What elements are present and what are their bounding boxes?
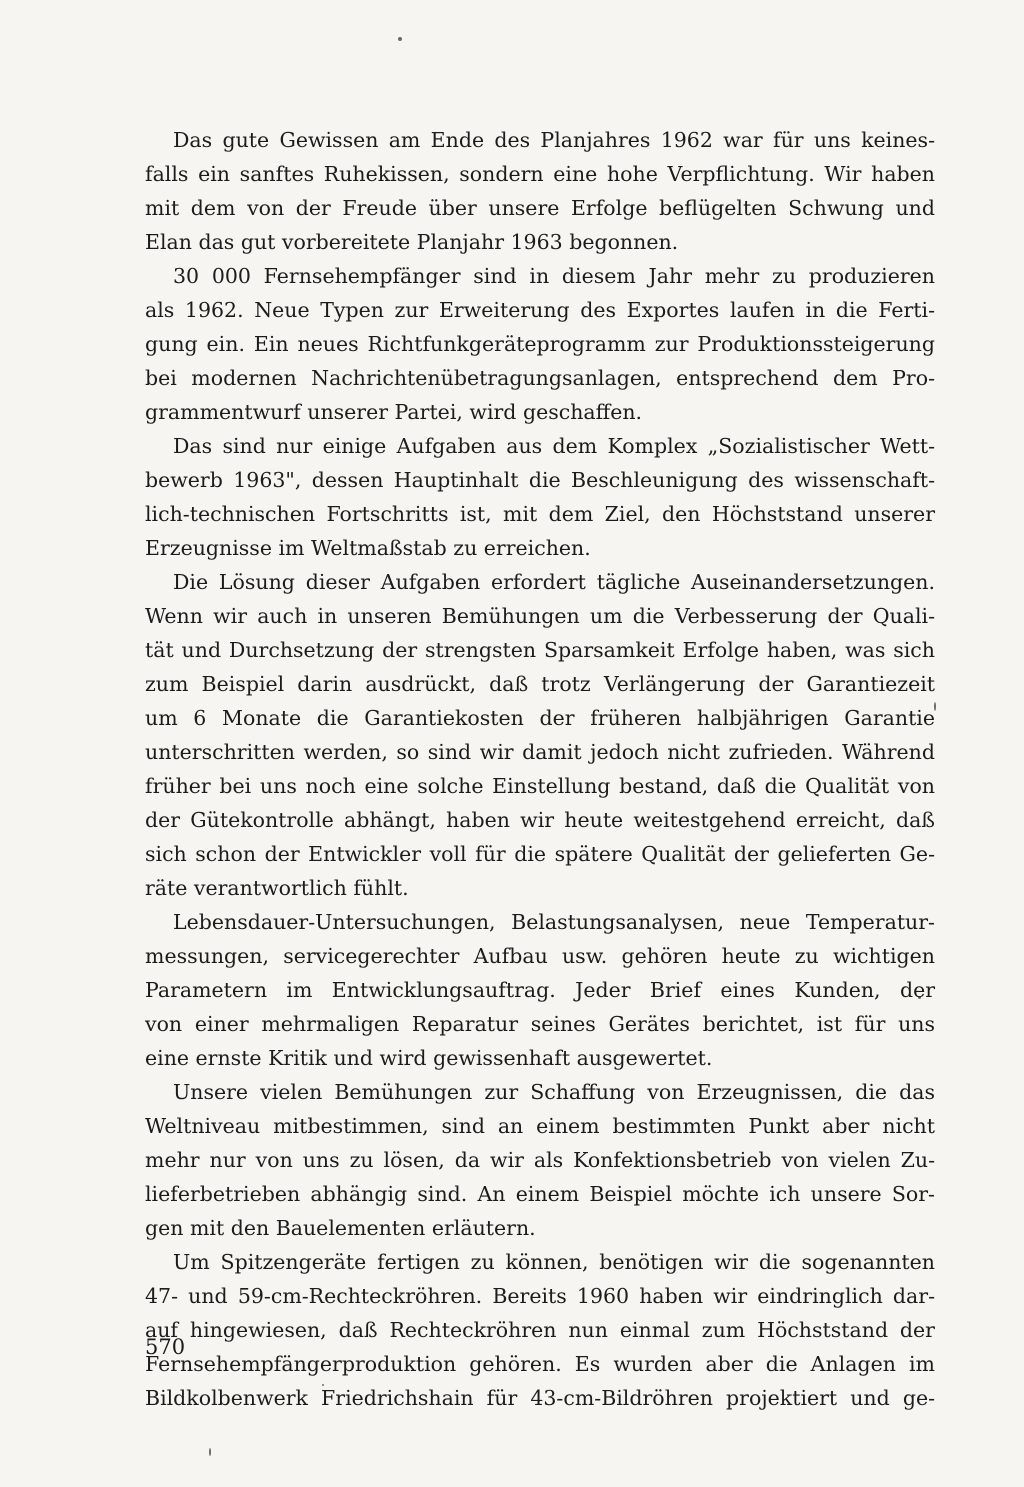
paragraph-1 [145, 123, 935, 259]
paragraph-5 [145, 905, 935, 1075]
text-line: Wenn wir auch in unseren Bemühungen um die Verbesserung der Quali- [145, 604, 935, 628]
text-line: Die Lösung dieser Aufgaben erfordert tägliche Auseinandersetzungen. [173, 570, 935, 594]
text-line: Das sind nur einige Aufgaben aus dem Komplex „Sozialistischer Wett- [173, 434, 935, 458]
text-line: Das gute Gewissen am Ende des Planjahres 1962 war für uns keines- [173, 128, 935, 152]
print-speck [398, 37, 402, 41]
text-line: tät und Durchsetzung der strengsten Sparsamkeit Erfolge haben, was sich [145, 638, 935, 662]
text-line: der Gütekontrolle abhängt, haben wir heute weitestgehend erreicht, daß [145, 808, 935, 832]
text-line: 30 000 Fernsehempfänger sind in diesem Jahr mehr zu produzieren [173, 264, 935, 288]
text-line: Um Spitzengeräte fertigen zu können, benötigen wir die sogenannten [173, 1250, 935, 1274]
text-line: von einer mehrmaligen Reparatur seines Gerätes berichtet, ist für uns [145, 1012, 935, 1036]
paragraph-7 [145, 1245, 935, 1415]
body-text [145, 123, 935, 1415]
text-line: bewerb 1963", dessen Hauptinhalt die Beschleunigung des wissenschaft- [145, 468, 935, 492]
text-line: mit dem von der Freude über unsere Erfolge beflügelten Schwung und [145, 196, 935, 220]
text-line: Bildkolbenwerk Friedrichshain für 43-cm-Bildröhren projektiert und ge- [145, 1386, 935, 1410]
text-line: früher bei uns noch eine solche Einstellung bestand, daß die Qualität von [145, 774, 935, 798]
text-line: mehr nur von uns zu lösen, da wir als Konfektionsbetrieb von vielen Zu- [145, 1148, 935, 1172]
text-line: Elan das gut vorbereitete Planjahr 1963 begonnen. [145, 230, 679, 254]
text-line: auf hingewiesen, daß Rechteckröhren nun einmal zum Höchststand der [145, 1318, 935, 1342]
text-line: gen mit den Bauelementen erläutern. [145, 1216, 536, 1240]
text-line: messungen, servicegerechter Aufbau usw. gehören heute zu wichtigen [145, 944, 935, 968]
text-line: zum Beispiel darin ausdrückt, daß trotz Verlängerung der Garantiezeit [145, 672, 935, 696]
text-line: lieferbetrieben abhängig sind. An einem Beispiel möchte ich unsere Sor- [145, 1182, 935, 1206]
paragraph-6 [145, 1075, 935, 1245]
text-line: sich schon der Entwickler voll für die spätere Qualität der gelieferten Ge- [145, 842, 935, 866]
text-line: Weltniveau mitbestimmen, sind an einem bestimmten Punkt aber nicht [145, 1114, 935, 1138]
text-line: lich-technischen Fortschritts ist, mit dem Ziel, den Höchststand unserer [145, 502, 935, 526]
text-line: 47- und 59-cm-Rechteckröhren. Bereits 1960 haben wir eindringlich dar- [145, 1284, 935, 1308]
text-line: Fernsehempfängerproduktion gehören. Es wurden aber die Anlagen im [145, 1352, 935, 1376]
text-line: bei modernen Nachrichtenübetragungsanlagen, entsprechend dem Pro- [145, 366, 935, 390]
text-line: unterschritten werden, so sind wir damit jedoch nicht zufrieden. Während [145, 740, 935, 764]
text-line: gung ein. Ein neues Richtfunkgeräteprogramm zur Produktionssteigerung [145, 332, 935, 356]
text-line: Parametern im Entwicklungsauftrag. Jeder Brief eines Kunden, der [145, 978, 935, 1002]
text-line: um 6 Monate die Garantiekosten der früheren halbjährigen Garantie [145, 706, 935, 730]
text-line: Erzeugnisse im Weltmaßstab zu erreichen. [145, 536, 591, 560]
text-line: falls ein sanftes Ruhekissen, sondern eine hohe Verpflichtung. Wir haben [145, 162, 935, 186]
text-line: als 1962. Neue Typen zur Erweiterung des Exportes laufen in die Ferti- [145, 298, 935, 322]
text-line: eine ernste Kritik und wird gewissenhaft ausgewertet. [145, 1046, 713, 1070]
paragraph-3 [145, 429, 935, 565]
print-speck [209, 1448, 211, 1456]
text-line: Lebensdauer-Untersuchungen, Belastungsanalysen, neue Temperatur- [173, 910, 935, 934]
page-number: 570 [145, 1335, 186, 1359]
text-line: Unsere vielen Bemühungen zur Schaffung von Erzeugnissen, die das [173, 1080, 935, 1104]
text-line: grammentwurf unserer Partei, wird geschaffen. [145, 400, 643, 424]
text-line: räte verantwortlich fühlt. [145, 876, 409, 900]
paragraph-2 [145, 259, 935, 429]
paragraph-4 [145, 565, 935, 905]
